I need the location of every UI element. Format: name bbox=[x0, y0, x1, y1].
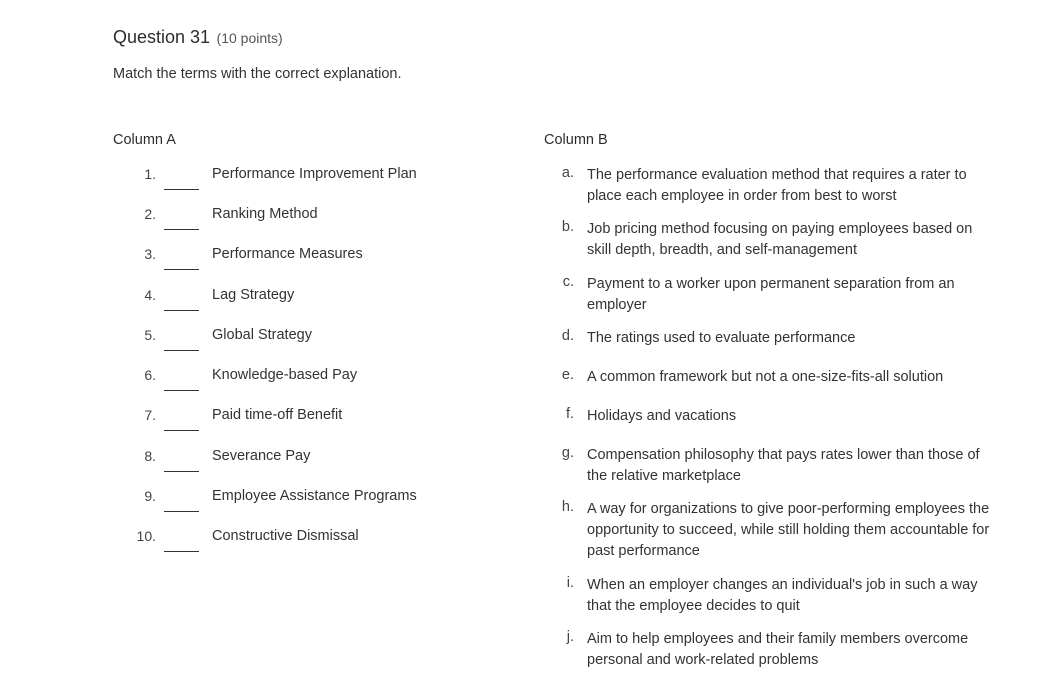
explanation-text: The performance evaluation method that requires a rater to place each employee in order from best to worst bbox=[587, 167, 967, 204]
match-row-7 bbox=[120, 407, 480, 439]
match-row-9 bbox=[120, 488, 480, 520]
question-prompt: Match the terms with the correct explanation. bbox=[113, 66, 402, 82]
explanation-letter: d. bbox=[561, 328, 574, 344]
item-number: 10. bbox=[136, 528, 156, 544]
item-number: 6. bbox=[144, 367, 156, 383]
match-term: Constructive Dismissal bbox=[212, 528, 359, 544]
item-number: 4. bbox=[144, 287, 156, 303]
match-answer-input-9[interactable] bbox=[164, 490, 199, 512]
item-number: 7. bbox=[144, 407, 156, 423]
explanation-letter: c. bbox=[562, 274, 574, 290]
question-header bbox=[113, 27, 283, 48]
match-term: Severance Pay bbox=[212, 448, 311, 464]
explanation-text: A common framework but not a one-size-fits-all solution bbox=[587, 369, 944, 385]
match-term: Lag Strategy bbox=[212, 287, 295, 303]
explanation-letter: f. bbox=[565, 406, 574, 422]
match-row-1 bbox=[120, 166, 480, 198]
match-answer-input-7[interactable] bbox=[164, 409, 199, 431]
explanation-text: A way for organizations to give poor-performing employees the opportunity to succeed, while still holding them accountable for past performance bbox=[587, 501, 990, 559]
explanation-letter: g. bbox=[561, 445, 574, 461]
match-answer-input-10[interactable] bbox=[164, 530, 199, 552]
explanation-letter: a. bbox=[561, 165, 574, 181]
explanation-text: Payment to a worker upon permanent separation from an employer bbox=[587, 276, 955, 313]
explanation-text: When an employer changes an individual's job in such a way that the employee decides to quit bbox=[587, 577, 978, 614]
explanation-text: Holidays and vacations bbox=[587, 408, 737, 424]
match-row-8 bbox=[120, 448, 480, 480]
item-number: 2. bbox=[144, 206, 156, 222]
match-answer-input-8[interactable] bbox=[164, 450, 199, 472]
question-title: Question 31 bbox=[113, 27, 211, 47]
explanation-text: Aim to help employees and their family members overcome personal and work-related problems bbox=[587, 631, 969, 668]
explanation-letter: e. bbox=[561, 367, 574, 383]
item-number: 9. bbox=[144, 488, 156, 504]
item-number: 5. bbox=[144, 327, 156, 343]
question-points: (10 points) bbox=[216, 30, 283, 46]
match-term: Paid time-off Benefit bbox=[212, 407, 343, 423]
explanation-text: Compensation philosophy that pays rates lower than those of the relative marketplace bbox=[587, 447, 980, 484]
match-answer-input-2[interactable] bbox=[164, 208, 199, 230]
item-number: 8. bbox=[144, 448, 156, 464]
match-answer-input-4[interactable] bbox=[164, 289, 199, 311]
match-term: Knowledge-based Pay bbox=[212, 367, 358, 383]
match-term: Employee Assistance Programs bbox=[212, 488, 417, 504]
match-term: Performance Measures bbox=[212, 246, 363, 262]
explanation-letter: h. bbox=[561, 499, 574, 515]
match-answer-input-5[interactable] bbox=[164, 329, 199, 351]
column-a-header: Column A bbox=[113, 132, 176, 148]
match-term: Performance Improvement Plan bbox=[212, 166, 417, 182]
match-answer-input-3[interactable] bbox=[164, 248, 199, 270]
match-row-4 bbox=[120, 287, 480, 319]
explanation-letter: j. bbox=[566, 629, 574, 645]
match-row-2 bbox=[120, 206, 480, 238]
match-row-5 bbox=[120, 327, 480, 359]
match-answer-input-1[interactable] bbox=[164, 168, 199, 190]
match-row-10 bbox=[120, 528, 480, 560]
match-term: Global Strategy bbox=[212, 327, 312, 343]
item-number: 3. bbox=[144, 246, 156, 262]
match-row-3 bbox=[120, 246, 480, 278]
match-term: Ranking Method bbox=[212, 206, 318, 222]
match-answer-input-6[interactable] bbox=[164, 369, 199, 391]
explanation-letter: b. bbox=[561, 219, 574, 235]
explanation-letter: i. bbox=[566, 575, 574, 591]
explanation-text: Job pricing method focusing on paying employees based on skill depth, breadth, and self-management bbox=[587, 221, 973, 258]
item-number: 1. bbox=[144, 166, 156, 182]
column-b-header: Column B bbox=[544, 132, 608, 148]
explanation-text: The ratings used to evaluate performance bbox=[587, 330, 856, 346]
match-row-6 bbox=[120, 367, 480, 399]
